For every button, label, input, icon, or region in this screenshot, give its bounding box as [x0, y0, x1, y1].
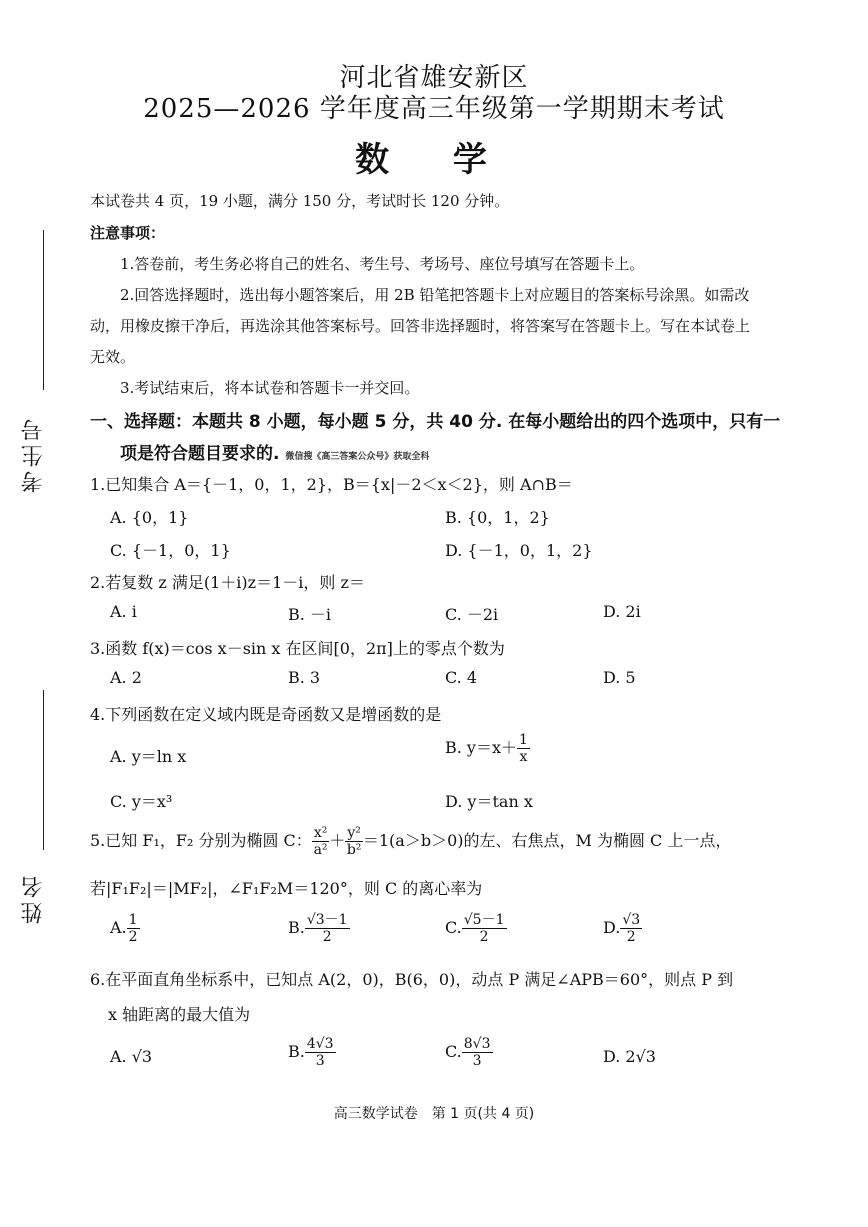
- denominator: 2: [479, 929, 489, 945]
- question-4-option-c: C. y＝x³: [110, 792, 173, 811]
- numerator: 1: [128, 912, 138, 928]
- question-4-option-a: A. y＝ln x: [110, 747, 187, 766]
- section-heading-line1: 一、选择题：本题共 8 小题，每小题 5 分，共 40 分. 在每小题给出的四个选项中，只有一: [90, 412, 781, 432]
- question-3-option-c: C. 4: [445, 668, 478, 687]
- fraction: [305, 913, 350, 944]
- question-5-option-a: [110, 913, 140, 944]
- numerator: √3－1: [306, 912, 348, 928]
- subject-title: 数 学: [355, 140, 513, 180]
- question-1-option-a: A. {0，1}: [110, 508, 189, 527]
- question-5-stem-line1: [90, 826, 731, 857]
- fraction: [127, 913, 140, 944]
- fraction: [305, 1037, 336, 1068]
- denominator: x: [519, 749, 528, 765]
- denominator: 2: [626, 929, 636, 945]
- question-5-stem-post: ＝1(a＞b＞0)的左、右焦点，M 为椭圆 C 上一点，: [362, 831, 732, 850]
- question-6-option-d: D. 2√3: [603, 1047, 656, 1066]
- numerator: 8√3: [463, 1036, 491, 1052]
- numerator: x²: [313, 825, 328, 841]
- question-1-option-b: B. {0，1，2}: [445, 508, 550, 527]
- question-6-stem-line1: 6.在平面直角坐标系中，已知点 A(2，0)，B(6，0)，动点 P 满足∠APB＝60°，则点 P 到: [90, 970, 734, 989]
- plus-sign: ＋: [329, 831, 346, 850]
- section-heading-line2: [120, 439, 429, 464]
- question-6-option-c: [445, 1037, 493, 1068]
- option-label: D.: [603, 918, 621, 937]
- name-line: [43, 690, 44, 850]
- exam-no-label: 考生号: [21, 415, 46, 493]
- denominator: 2: [322, 929, 332, 945]
- numerator: 1: [519, 732, 528, 748]
- option-label: A.: [110, 918, 127, 937]
- denominator: a²: [313, 842, 328, 858]
- fraction: [462, 1037, 493, 1068]
- question-1-option-c: C. {－1，0，1}: [110, 541, 231, 560]
- option-label: C.: [445, 1042, 462, 1061]
- denominator: b²: [346, 842, 362, 858]
- note-item-1: 1.答卷前，考生务必将自己的姓名、考生号、考场号、座位号填写在答题卡上。: [120, 255, 645, 273]
- fraction: [462, 913, 507, 944]
- question-3-stem: 3.函数 f(x)＝cos x－sin x 在区间[0，2π]上的零点个数为: [90, 639, 505, 658]
- notes-heading: 注意事项：: [90, 224, 166, 242]
- option-label: B.: [288, 1042, 305, 1061]
- name-label: 姓名: [21, 872, 46, 924]
- exam-title: 2025—2026 学年度高三年级第一学期期末考试: [143, 94, 725, 124]
- watermark-text: 微信搜《高三答案公众号》获取全科: [285, 452, 430, 462]
- denominator: 3: [472, 1053, 482, 1069]
- numerator: 4√3: [306, 1036, 334, 1052]
- question-5-stem-pre: 5.已知 F₁，F₂ 分别为椭圆 C：: [90, 831, 312, 850]
- fraction: [312, 826, 330, 857]
- question-2-option-c: C. －2i: [445, 605, 499, 624]
- question-1-stem: 1.已知集合 A＝{－1，0，1，2}，B＝{x|－2＜x＜2}，则 A∩B＝: [90, 475, 573, 494]
- question-2-stem: 2.若复数 z 满足(1＋i)z＝1－i，则 z＝: [90, 573, 365, 592]
- question-3-option-b: B. 3: [288, 668, 321, 687]
- note-item-2-line1: 2.回答选择题时，选出每小题答案后，用 2B 铅笔把答题卡上对应题目的答案标号涂黑。如需改: [120, 286, 750, 304]
- question-2-option-d: D. 2i: [603, 602, 641, 621]
- note-item-2-line2: 动，用橡皮擦干净后，再选涂其他答案标号。回答非选择题时，将答案写在答题卡上。写在本试卷上: [90, 317, 751, 335]
- note-item-3: 3.考试结束后，将本试卷和答题卡一并交回。: [120, 379, 420, 397]
- fraction: [517, 733, 530, 764]
- question-5-option-c: [445, 913, 507, 944]
- exam-no-line: [43, 230, 44, 390]
- region-title: 河北省雄安新区: [339, 63, 529, 93]
- fraction: [345, 826, 363, 857]
- denominator: 2: [128, 929, 138, 945]
- page-footer: 高三数学试卷 第 1 页(共 4 页): [333, 1106, 535, 1122]
- question-4-option-b-prefix: B. y＝x＋: [445, 738, 517, 757]
- question-5-stem-line2: 若|F₁F₂|＝|MF₂|，∠F₁F₂M＝120°，则 C 的离心率为: [90, 879, 483, 898]
- numerator: √5－1: [463, 912, 505, 928]
- question-5-option-b: [288, 913, 350, 944]
- question-2-option-b: B. －i: [288, 605, 332, 624]
- question-4-option-d: D. y＝tan x: [445, 792, 533, 811]
- denominator: 3: [315, 1053, 325, 1069]
- note-item-2-line3: 无效。: [90, 348, 136, 366]
- question-4-stem: 4.下列函数在定义域内既是奇函数又是增函数的是: [90, 705, 442, 724]
- intro-text: 本试卷共 4 页，19 小题，满分 150 分，考试时长 120 分钟。: [90, 192, 510, 210]
- question-3-option-a: A. 2: [110, 668, 142, 687]
- numerator: √3: [622, 912, 641, 928]
- question-3-option-d: D. 5: [603, 668, 636, 687]
- question-5-option-d: [603, 913, 642, 944]
- numerator: y²: [347, 825, 361, 841]
- question-6-stem-line2: x 轴距离的最大值为: [108, 1005, 251, 1024]
- section-heading-text: 项是符合题目要求的.: [120, 444, 280, 464]
- question-4-option-b: [445, 733, 530, 764]
- question-2-option-a: A. i: [110, 602, 137, 621]
- fraction: [620, 913, 642, 944]
- question-6-option-b: [288, 1037, 336, 1068]
- option-label: B.: [288, 918, 305, 937]
- option-label: C.: [445, 918, 462, 937]
- question-1-option-d: D. {－1，0，1，2}: [445, 541, 593, 560]
- question-6-option-a: A. √3: [110, 1047, 153, 1066]
